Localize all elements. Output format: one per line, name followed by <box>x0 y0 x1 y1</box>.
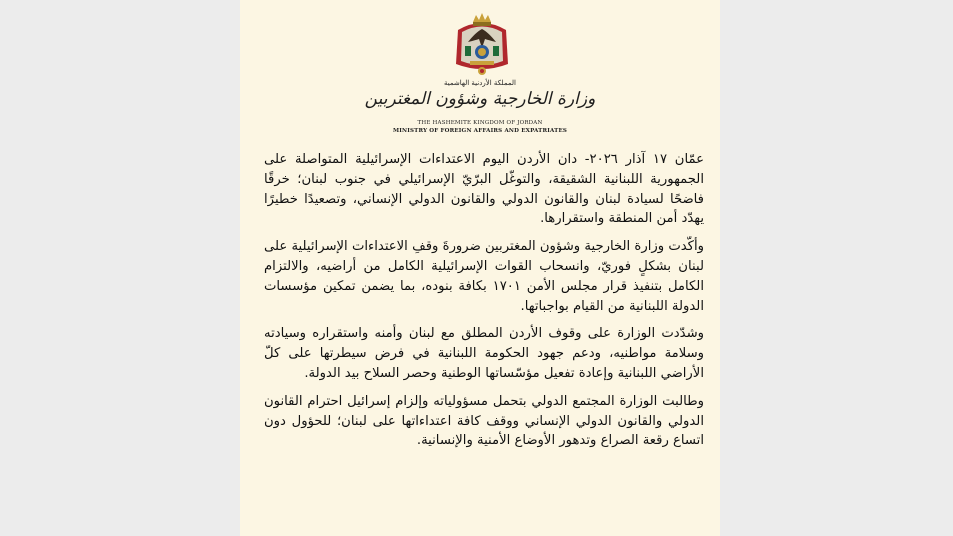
ministry-name-arabic: وزارة الخارجية وشؤون المغتربين <box>364 89 596 109</box>
statement-paragraph: وأكّدت وزارة الخارجية وشؤون المغتربين ضرورةَ وقفِ الاعتداءات الإسرائيلية على لبنان بشكلٍ فوريّ، وانسحاب القوات الإسرائيلية الكامل من أراضيه، والالتزام الكامل بتنفيذ قرار مجلس الأمن ١٧٠١ بكافة بنوده، بما يضمن تمكين مؤسسات الدولة اللبنانية من القيام بواجباتها. <box>264 239 704 314</box>
kingdom-name-arabic: المملكة الأردنية الهاشمية <box>443 79 517 87</box>
statement-paragraph: وطالبت الوزارة المجتمع الدولي بتحمل مسؤولياته وإلزام إسرائيل احترام القانون الدولي والقانون الدولي الإنساني ووقف كافة اعتداءاتها على لبنان؛ للحؤول دون اتساع رقعة الصراع وتدهور الأوضاع الأمنية والإنسانية. <box>264 393 704 449</box>
statement-paragraph: عمّان ١٧ آذار ٢٠٢٦- دان الأردن اليوم الاعتداءات الإسرائيلية المتواصلة على الجمهورية اللبنانية الشقيقة، والتوغّل البرّيّ الإسرائيلي في جنوب لبنان؛ خرقًا فاضحًا لسيادة لبنان والقانون الدولي والقانون الدولي الإنساني، وتصعيدًا خطيرًا يهدّد أمن المنطقة واستقرارها. <box>264 152 704 227</box>
ministry-name-english: MINISTRY OF FOREIGN AFFAIRS AND EXPATRIATES <box>392 128 568 134</box>
kingdom-name-english: THE HASHEMITE KINGDOM OF JORDAN <box>417 120 543 126</box>
statement-paragraph: وشدّدت الوزارة على وقوف الأردن المطلق مع لبنان وأمنه واستقراره وسيادته وسلامة مواطنيه، ودعم جهود الحكومة اللبنانية في فرض سيطرتها على كلّ الأراضي اللبنانية وإعادة تفعيل مؤسّساتها الوطنية وحصر السلاح بيد الدولة. <box>264 326 704 381</box>
statement-document <box>240 0 720 536</box>
jordan-coat-of-arms-icon <box>452 12 512 78</box>
statement-body <box>264 150 704 459</box>
